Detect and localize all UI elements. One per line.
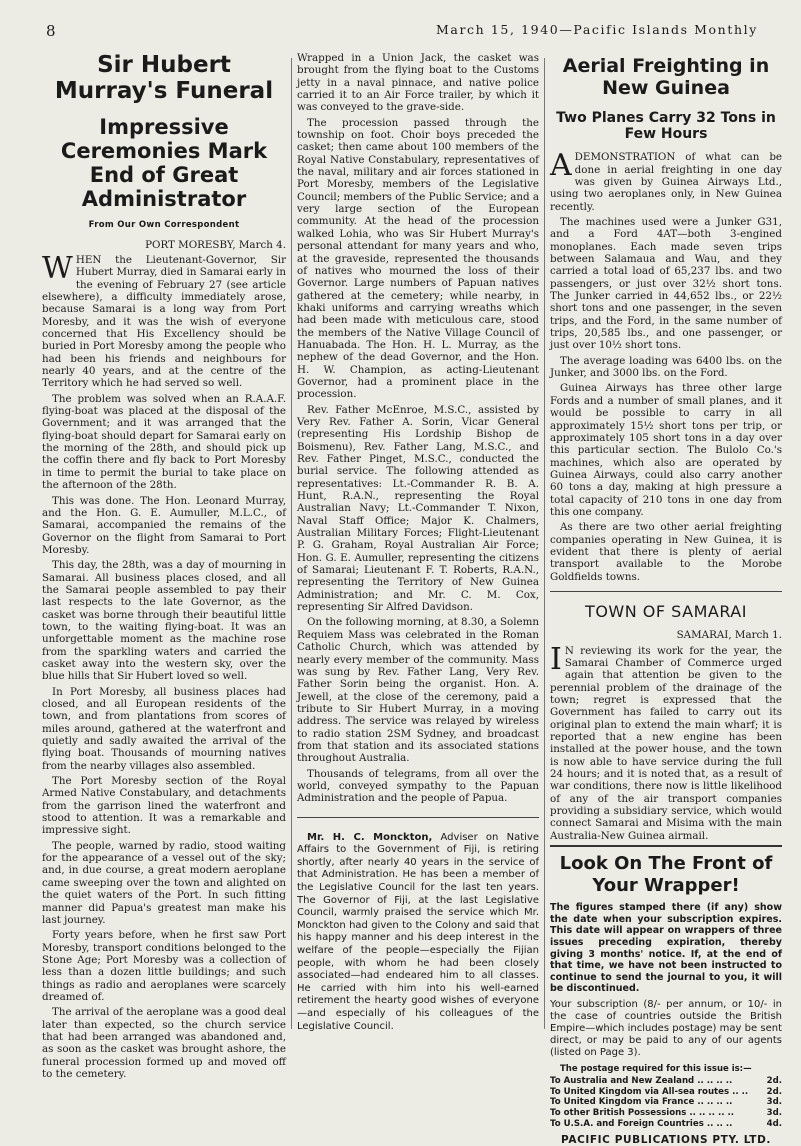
drop-cap: A	[550, 148, 572, 184]
section-rule	[550, 591, 782, 592]
paragraph: WHEN the Lieutenant-Governor, Sir Hubert Murray, died in Samarai early in the evening of February 27 (see article elsewhere), a difficulty immediately arose, because Samarai is a long way from Port Moresby, and it was the wish of everyone concerned that His Excellency should be buried in Port Moresby among the people who had been his friends and neighbours for nearly 40 years, and at the centre of the Territory which he had served so well.	[42, 250, 286, 390]
paragraph: Mr. H. C. Monckton, Adviser on Native Affairs to the Government of Fiji, is retiring shortly, after nearly 40 years in the service of that Administration. He has been a member of the Legislative Council for the last ten years. The Governor of Fiji, at the last Legislative Council, warmly praised the service which Mr. Monckton had given to the Colony and said that his happy manner and his deep interest in the welfare of the people—especially the Fijian people, with whom he had been closely associated—had endeared him to all classes. He carried with him into his well-earned retirement the hearty good wishes of everyone—and especially of his colleagues of the Legislative Council.	[297, 831, 540, 1032]
paragraph: The people, warned by radio, stood waiting for the appearance of a vessel out of the sky; and, in due course, a great modern aeroplane came sweeping over the town and alighted on the quiet waters of the Port. In such fitting manner did Papua's greatest man make his last journey.	[42, 839, 286, 926]
paragraph: The average loading was 6400 lbs. on the Junker, and 3000 lbs. on the Ford.	[550, 354, 782, 380]
byline: From Our Own Correspondent	[88, 220, 240, 231]
paragraph: In Port Moresby, all business places had closed, and all European residents of the town, and from plantations from scores of miles around, gathered at the waterfront and quietly and sadly awaited the arrival of the flying boat. Thousands of mourning natives from the nearby villages also assembled.	[42, 685, 286, 772]
column-divider	[291, 58, 292, 1029]
paragraph: Forty years before, when he first saw Port Moresby, transport conditions belonged to the Stone Age; Port Moresby was a collection of less than a dozen little buildings; and such things as radio and aeroplanes were scarcely dreamed of.	[42, 929, 286, 1003]
subscription-text: Your subscription (8/- per annum, or 10/- in the case of countries outside the British Empire—which includes postage) may be sent direct, or may be paid to any of our agents (listed on Page 3).	[550, 998, 782, 1058]
postage-table	[550, 1076, 782, 1130]
column-1	[42, 52, 286, 1083]
subscription-notice	[550, 845, 782, 1146]
column-3	[550, 52, 782, 1146]
notice-bold-text: The figures stamped there (if any) show the date when your subscription expires. This date will appear on wrappers of three issues preceding expiration, thereby giving 3 months' notice. If, at the end of that time, we have not been instructed to continue to send the journal to you, it will be discontinued.	[550, 902, 782, 995]
running-head: March 15, 1940—Pacific Islands Monthly	[436, 22, 758, 37]
article-subtitle: Two Planes Carry 32 Tons in Few Hours	[556, 109, 776, 143]
article-title: Aerial Freighting in New Guinea	[562, 55, 770, 99]
column-2	[297, 52, 539, 1036]
article-title: Sir Hubert Murray's Funeral	[54, 52, 274, 105]
paragraph: This day, the 28th, was a day of mourning in Samarai. All business places closed, and all the Samarai people assembled to pay their last respects to the late Governor, as the casket was borne through their beautiful little town, to the waiting flying-boat. It was an unforgettable moment as the machine rose from the sparkling waters and carried the casket away into the western sky, over the blue hills that Sir Hubert loved so well.	[42, 559, 286, 683]
paragraph: The arrival of the aeroplane was a good deal later than expected, so the church service that had been arranged was abandoned and, as soon as the casket was brought ashore, the funeral procession formed up and moved off to the cemetery.	[42, 1006, 286, 1080]
paragraph: As there are two other aerial freighting companies operating in New Guinea, it is evident that there is plenty of aerial transport available to the Morobe Goldfields towns.	[550, 521, 782, 583]
paragraph: ADEMONSTRATION of what can be done in aerial freighting in one day was given by Guinea Airways Ltd., using two aeroplanes only, in New Guinea recently.	[550, 148, 782, 213]
article-title: TOWN OF SAMARAI	[585, 601, 747, 621]
section-rule	[297, 817, 539, 818]
postage-row: To Australia and New Zealand .. .. .. .. 2d.	[550, 1076, 782, 1086]
paragraph: On the following morning, at 8.30, a Solemn Requiem Mass was celebrated in the Roman Catholic Church, which was attended by nearly every member of the community. Mass was sung by Rev. Father Lang, Very Rev. Father Sorin being the organist. Hon. A. Jewell, at the close of the ceremony, paid a tribute to Sir Hubert Murray, in a moving address. The service was relayed by wireless to radio station 2SM Sydney, and broadcast from that station and its associated stations throughout Australia.	[297, 616, 539, 765]
postage-row: To United Kingdom via France .. .. .. .. 3d.	[550, 1097, 782, 1108]
paragraph: Thousands of telegrams, from all over the world, conveyed sympathy to the Papuan Administration and the people of Papua.	[297, 767, 539, 805]
lead-name: Mr. H. C. Monckton,	[307, 831, 433, 843]
publisher-name: PACIFIC PUBLICATIONS PTY. LTD.	[561, 1133, 771, 1146]
paragraph: The problem was solved when an R.A.A.F. flying-boat was placed at the disposal of the Government; and it was arranged that the flying-boat should depart for Samarai early on the morning of the 28th, and should pick up the coffin there and fly back to Port Moresby in time to permit the burial to take place on the afternoon of the 28th.	[42, 392, 286, 492]
postage-row: To United Kingdom via All-sea routes .. .. 2d.	[550, 1086, 782, 1097]
paragraph: Rev. Father McEnroe, M.S.C., assisted by Very Rev. Father A. Sorin, Vicar General (representing His Lordship Bishop de Boismenu), Rev. Father Lang, M.S.C., and Rev. Father Pinget, M.S.C., conducted the burial service. The following attended as representatives: Lt.-Commander R. B. A. Hunt, R.A.N., representing the Royal Australian Navy; Lt.-Commander T. Nixon, Naval Staff Office; Major K. Chalmers, Australian Military Forces; Flight-Lieutenant P. G. Graham, Royal Australian Air Force; Hon. G. E. Aumuller, representing the citizens of Samarai; Lieutenant F. T. Roberts, R.A.N., representing the Territory of New Guinea Administration; and Mr. C. M. Cox, representing Sir Alfred Davidson.	[297, 403, 539, 614]
dateline: PORT MORESBY, March 4.	[145, 238, 286, 251]
paragraph: The Port Moresby section of the Royal Armed Native Constabulary, and detachments from the garrison lined the waterfront and stood to attention. It was a remarkable and impressive sight.	[42, 775, 286, 837]
paragraph: The machines used were a Junker G31, and a Ford 4AT—both 3-engined monoplanes. Each made seven trips between Salamaua and Wau, and they carried a total load of 65,237 lbs. and two passengers, or just over 32½ short tons. The Junker carried in 44,652 lbs., or 22½ short tons and one passenger, in the seven trips, and the Ford, in the same number of trips, 20,585 lbs., and one passenger, or just over 10½ short tons.	[550, 216, 782, 352]
dateline: SAMARAI, March 1.	[676, 629, 782, 642]
notice-title: Look On The Front of Your Wrapper!	[559, 853, 773, 896]
postage-table-title: The postage required for this issue is:—	[560, 1063, 752, 1074]
paragraph: This was done. The Hon. Leonard Murray, and the Hon. G. E. Aumuller, M.L.C., of Samarai, accompanied the remains of the Governor on the flight from Samarai to Port Moresby.	[42, 494, 286, 556]
postage-row: To other British Possessions .. .. .. .. .. 3d.	[550, 1108, 782, 1119]
drop-cap: I	[550, 641, 562, 677]
article-subtitle: Impressive Ceremonies Mark End of Great Administrator	[60, 114, 268, 212]
page-number: 8	[46, 22, 56, 40]
paragraph: Guinea Airways has three other large Fords and a number of small planes, and it would be possible to carry in all approximately 15½ short tons per trip, or approximately 105 short tons in a day over this particular section. The Bulolo Co.'s machines, which also are operated by Guinea Airways, could also carry another 60 tons a day, making at high pressure a total capacity of 210 tons in one day from this one company.	[550, 382, 782, 518]
paragraph: Wrapped in a Union Jack, the casket was brought from the flying boat to the Customs jetty in a naval pinnace, and native police carried it to an Air Force trailer, by which it was conveyed to the grave-side.	[297, 52, 539, 114]
paragraph: I N reviewing its work for the year, the Samarai Chamber of Commerce urged again that attention be given to the perennial problem of the drainage of the town; regret is expressed that the Government has failed to carry out its original plan to extend the main wharf; it is reported that a new engine has been installed at the power house, and the town is now able to have service during the full 24 hours; and it is noted that, as a result of war conditions, there now is little likelihood of any of the air transport companies providing a subsidiary service, which would connect Samarai and Misima with the main Australia-New Guinea airmail.	[550, 641, 782, 842]
drop-cap: W	[42, 250, 73, 286]
postage-row: To U.S.A. and Foreign Countries .. .. .. 4d.	[550, 1118, 782, 1129]
paragraph: The procession passed through the township on foot. Choir boys preceded the casket; then came about 100 members of the Royal Native Constabulary, representatives of the naval, military and air forces stationed in Port Moresby, members of the Legislative Council; members of the Public Service; and a very large section of the European community. At the head of the procession walked Lohia, who was Sir Hubert Murray's personal attendant for many years and who, at the graveside, represented the thousands of natives who mourned the loss of their Governor. Large numbers of Papuan natives gathered at the cemetery; while nearby, in khaki uniforms and carrying wreaths which had been made with meticulous care, stood the members of the Native Village Council of Hanuabada. The Hon. H. L. Murray, as the nephew of the dead Governor, and the Hon. H. W. Champion, as acting-Lieutenant Governor, had a prominent place in the procession.	[297, 116, 539, 401]
column-divider	[544, 58, 545, 1029]
